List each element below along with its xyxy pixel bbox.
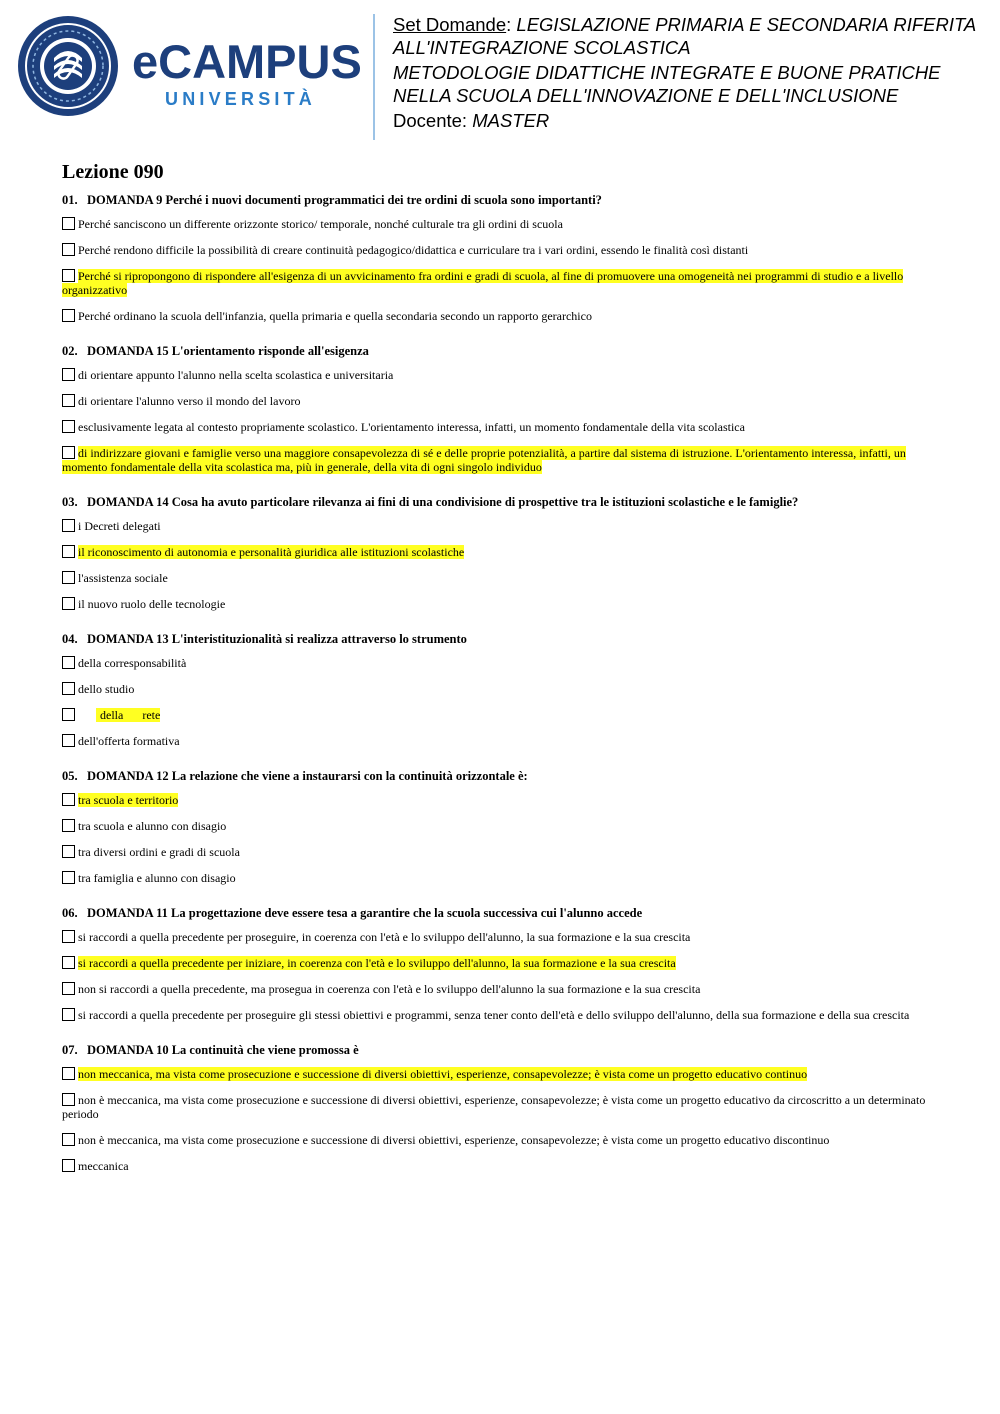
answer-text: si raccordi a quella precedente per proseguire gli stessi obiettivi e programmi, senza tener conto dell'età e dello sviluppo dell'alunno, della sua formazione e della sua crescita [78, 1008, 910, 1022]
answer-option[interactable] [62, 734, 942, 748]
answer-option[interactable] [62, 545, 942, 559]
checkbox-icon[interactable] [62, 217, 75, 230]
question-list [62, 192, 942, 1173]
answer-text: meccanica [78, 1159, 129, 1173]
checkbox-icon[interactable] [62, 734, 75, 747]
checkbox-icon[interactable] [62, 420, 75, 433]
answer-text: Perché sanciscono un differente orizzonte storico/ temporale, nonché culturale tra gli ordini di scuola [78, 217, 563, 231]
checkbox-icon[interactable] [62, 243, 75, 256]
answer-option[interactable] [62, 793, 942, 807]
answer-option[interactable] [62, 597, 942, 611]
question-text: DOMANDA 12 La relazione che viene a instaurarsi con la continuità orizzontale è: [87, 769, 528, 783]
answer-text: l'assistenza sociale [78, 571, 168, 585]
answer-option[interactable] [62, 243, 942, 257]
answer-option[interactable] [62, 269, 942, 297]
checkbox-icon[interactable] [62, 1067, 75, 1080]
answer-text-highlighted: si raccordi a quella precedente per iniziare, in coerenza con l'età e lo sviluppo dell'alunno, la sua formazione e la sua crescita [78, 956, 676, 970]
answer-text: dell'offerta formativa [78, 734, 180, 748]
answer-text: Perché rendono difficile la possibilità di creare continuità pedagogico/didattica e curriculare tra i vari ordini, essendo le finalità così distanti [78, 243, 749, 257]
checkbox-icon[interactable] [62, 656, 75, 669]
page-header [0, 0, 1000, 150]
answer-text: non si raccordi a quella precedente, ma prosegua in coerenza con l'età e lo sviluppo dell'alunno la sua formazione e la sua crescita [78, 982, 701, 996]
answer-text: tra scuola e alunno con disagio [78, 819, 227, 833]
question-block [62, 192, 942, 323]
question-text: DOMANDA 14 Cosa ha avuto particolare rilevanza ai fini di una condivisione di prospettive tra le istituzioni scolastiche e le famiglie? [87, 495, 799, 509]
answer-option[interactable] [62, 1093, 942, 1121]
answer-text: dello studio [78, 682, 135, 696]
set-separator: : [506, 14, 517, 35]
checkbox-icon[interactable] [62, 956, 75, 969]
question-number: 06. [62, 906, 78, 920]
answer-option[interactable] [62, 1067, 942, 1081]
answer-option[interactable] [62, 519, 942, 533]
answer-option[interactable] [62, 656, 942, 670]
answer-text: non è meccanica, ma vista come prosecuzione e successione di diversi obiettivi, esperienze, consapevolezze; è vista come un progetto educativo da circoscritto a un determinato periodo [62, 1093, 926, 1121]
question-title [62, 192, 942, 208]
question-title [62, 631, 942, 647]
header-info [393, 14, 993, 133]
answer-option[interactable] [62, 309, 942, 323]
question-block [62, 1042, 942, 1173]
checkbox-icon[interactable] [62, 519, 75, 532]
checkbox-icon[interactable] [62, 1133, 75, 1146]
answer-option[interactable] [62, 956, 942, 970]
answer-option[interactable] [62, 708, 942, 722]
question-block [62, 768, 942, 885]
answer-text: tra famiglia e alunno con disagio [78, 871, 236, 885]
set-title-2: METODOLOGIE DIDATTICHE INTEGRATE E BUONE PRATICHE NELLA SCUOLA DELL'INNOVAZIONE E DELL'INCLUSIONE [393, 62, 941, 106]
set-label: Set Domande [393, 14, 507, 35]
answer-text-highlighted: di indirizzare giovani e famiglie verso una maggiore consapevolezza di sé e delle proprie potenzialità, a partire dal sistema di istruzione. L'orientamento interessa, infatti, un momento fondamentale della vita scolastica ma, più in generale, della vita di ogni singolo individuo [62, 446, 906, 474]
answer-option[interactable] [62, 420, 942, 434]
checkbox-icon[interactable] [62, 793, 75, 806]
checkbox-icon[interactable] [62, 708, 75, 721]
question-title [62, 905, 942, 921]
question-title [62, 494, 942, 510]
checkbox-icon[interactable] [62, 1008, 75, 1021]
answer-option[interactable] [62, 394, 942, 408]
answer-option[interactable] [62, 1159, 942, 1173]
question-block [62, 905, 942, 1022]
answer-text-highlighted: il riconoscimento di autonomia e personalità giuridica alle istituzioni scolastiche [78, 545, 465, 559]
answer-text: Perché ordinano la scuola dell'infanzia, quella primaria e quella secondaria secondo un rapporto gerarchico [78, 309, 592, 323]
docente-label: Docente: [393, 110, 473, 131]
answer-option[interactable] [62, 982, 942, 996]
checkbox-icon[interactable] [62, 1159, 75, 1172]
answer-option[interactable] [62, 217, 942, 231]
question-title [62, 768, 942, 784]
answer-option[interactable] [62, 682, 942, 696]
answer-text: si raccordi a quella precedente per proseguire, in coerenza con l'età e lo sviluppo dell'alunno, la sua formazione e la sua crescita [78, 930, 691, 944]
set-title [393, 14, 993, 59]
question-text: DOMANDA 10 La continuità che viene promossa è [87, 1043, 359, 1057]
checkbox-icon[interactable] [62, 819, 75, 832]
answer-option[interactable] [62, 845, 942, 859]
answer-text-highlighted: non meccanica, ma vista come prosecuzione e successione di diversi obiettivi, esperienze, consapevolezze; è vista come un progetto educativo continuo [78, 1067, 808, 1081]
answer-option[interactable] [62, 819, 942, 833]
checkbox-icon[interactable] [62, 545, 75, 558]
answer-option[interactable] [62, 1133, 942, 1147]
checkbox-icon[interactable] [62, 269, 75, 282]
question-text: DOMANDA 11 La progettazione deve essere tesa a garantire che la scuola successiva cui l'alunno accede [87, 906, 643, 920]
docente [393, 110, 993, 133]
answer-text: esclusivamente legata al contesto propriamente scolastico. L'orientamento interessa, infatti, un momento fondamentale della vita scolastica [78, 420, 745, 434]
lesson-title: Lezione 090 [62, 161, 164, 183]
checkbox-icon[interactable] [62, 930, 75, 943]
question-block [62, 343, 942, 474]
answer-text: di orientare appunto l'alunno nella scelta scolastica e universitaria [78, 368, 394, 382]
answer-text: il nuovo ruolo delle tecnologie [78, 597, 226, 611]
answer-option[interactable] [62, 1008, 942, 1022]
question-text: DOMANDA 15 L'orientamento risponde all'esigenza [87, 344, 369, 358]
answer-option[interactable] [62, 446, 942, 474]
checkbox-icon[interactable] [62, 1093, 75, 1106]
answer-text-highlighted: della rete [96, 708, 160, 722]
logo-wordmark: eCAMPUS [132, 35, 362, 88]
answer-option[interactable] [62, 930, 942, 944]
checkbox-icon[interactable] [62, 394, 75, 407]
checkbox-icon[interactable] [62, 871, 75, 884]
answer-option[interactable] [62, 871, 942, 885]
answer-text-highlighted: Perché si ripropongono di rispondere all'esigenza di un avvicinamento fra ordini e gradi di scuola, al fine di promuovere una omogeneità nei programmi di studio e a livello organizzativo [62, 269, 904, 297]
set-title-1: LEGISLAZIONE PRIMARIA E SECONDARIA RIFERITA ALL'INTEGRAZIONE SCOLASTICA [393, 14, 976, 58]
question-number: 01. [62, 193, 78, 207]
checkbox-icon[interactable] [62, 309, 75, 322]
quiz-content [62, 160, 942, 1193]
answer-text: di orientare l'alunno verso il mondo del lavoro [78, 394, 301, 408]
answer-option[interactable] [62, 368, 942, 382]
question-number: 03. [62, 495, 78, 509]
question-block [62, 494, 942, 611]
question-number: 02. [62, 344, 78, 358]
docente-name: MASTER [472, 110, 550, 131]
checkbox-icon[interactable] [62, 982, 75, 995]
question-title [62, 343, 942, 359]
checkbox-icon[interactable] [62, 368, 75, 381]
answer-text-highlighted: tra scuola e territorio [78, 793, 179, 807]
answer-text: tra diversi ordini e gradi di scuola [78, 845, 240, 859]
question-text: DOMANDA 13 L'interistituzionalità si realizza attraverso lo strumento [87, 632, 467, 646]
question-text: DOMANDA 9 Perché i nuovi documenti programmatici dei tre ordini di scuola sono importanti? [87, 193, 602, 207]
answer-text: non è meccanica, ma vista come prosecuzione e successione di diversi obiettivi, esperienze, consapevolezze; è vista come un progetto educativo discontinuo [78, 1133, 830, 1147]
checkbox-icon[interactable] [62, 571, 75, 584]
answer-option[interactable] [62, 571, 942, 585]
ecampus-seal-icon [16, 14, 120, 118]
checkbox-icon[interactable] [62, 446, 75, 459]
header-divider [373, 14, 375, 140]
question-block [62, 631, 942, 748]
question-number: 05. [62, 769, 78, 783]
checkbox-icon[interactable] [62, 682, 75, 695]
question-title [62, 1042, 942, 1058]
checkbox-icon[interactable] [62, 845, 75, 858]
answer-text: della corresponsabilità [78, 656, 187, 670]
checkbox-icon[interactable] [62, 597, 75, 610]
question-number: 07. [62, 1043, 78, 1057]
question-number: 04. [62, 632, 78, 646]
answer-text: i Decreti delegati [78, 519, 161, 533]
logo-subtitle: UNIVERSITÀ [165, 89, 317, 109]
